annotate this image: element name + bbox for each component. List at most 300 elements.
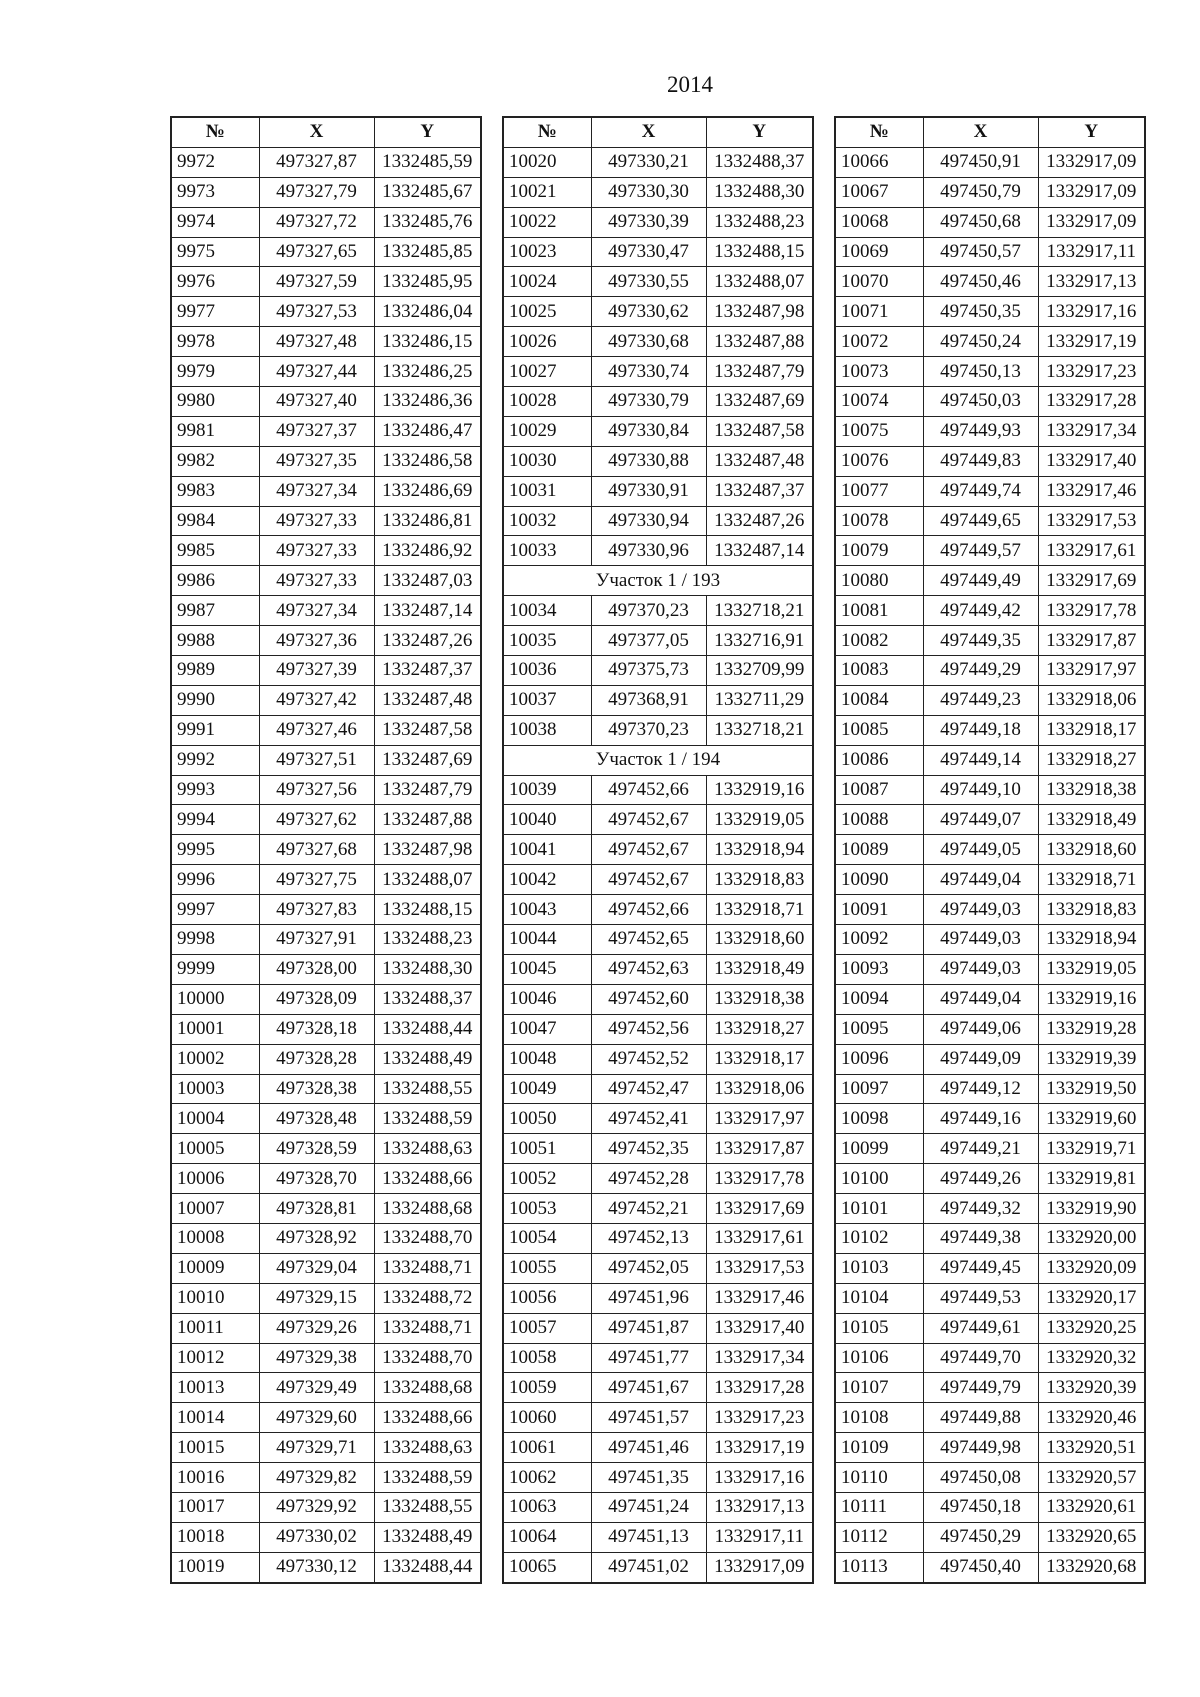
x-coordinate-cell: 497329,15: [259, 1283, 374, 1313]
point-number-cell: 9998: [171, 925, 259, 955]
x-coordinate-cell: 497330,47: [591, 237, 706, 267]
y-coordinate-cell: 1332716,91: [706, 626, 813, 656]
y-coordinate-cell: 1332918,94: [1038, 925, 1145, 955]
point-number-cell: 10076: [835, 446, 923, 476]
x-coordinate-cell: 497449,03: [923, 895, 1038, 925]
x-coordinate-cell: 497449,29: [923, 656, 1038, 686]
table-row: [171, 1164, 481, 1194]
header-x: X: [259, 117, 374, 147]
point-number-cell: 10033: [503, 536, 591, 566]
point-number-cell: 10062: [503, 1463, 591, 1493]
point-number-cell: 10021: [503, 177, 591, 207]
point-number-cell: 10017: [171, 1492, 259, 1522]
point-number-cell: 10108: [835, 1403, 923, 1433]
x-coordinate-cell: 497327,37: [259, 416, 374, 446]
point-number-cell: 9983: [171, 476, 259, 506]
table-row: [503, 865, 813, 895]
x-coordinate-cell: 497450,79: [923, 177, 1038, 207]
y-coordinate-cell: 1332488,15: [374, 895, 481, 925]
y-coordinate-cell: 1332917,09: [1038, 147, 1145, 177]
table-row: [835, 147, 1145, 177]
point-number-cell: 10040: [503, 805, 591, 835]
table-row: [171, 954, 481, 984]
y-coordinate-cell: 1332920,00: [1038, 1223, 1145, 1253]
x-coordinate-cell: 497450,91: [923, 147, 1038, 177]
point-number-cell: 9982: [171, 446, 259, 476]
x-coordinate-cell: 497452,21: [591, 1194, 706, 1224]
point-number-cell: 10074: [835, 387, 923, 417]
table-row: [171, 626, 481, 656]
point-number-cell: 9995: [171, 835, 259, 865]
y-coordinate-cell: 1332487,26: [374, 626, 481, 656]
point-number-cell: 10061: [503, 1433, 591, 1463]
y-coordinate-cell: 1332487,79: [374, 775, 481, 805]
header-x: X: [923, 117, 1038, 147]
y-coordinate-cell: 1332917,11: [1038, 237, 1145, 267]
point-number-cell: 10038: [503, 715, 591, 745]
point-number-cell: 10085: [835, 715, 923, 745]
x-coordinate-cell: 497329,82: [259, 1463, 374, 1493]
point-number-cell: 9987: [171, 596, 259, 626]
y-coordinate-cell: 1332488,66: [374, 1164, 481, 1194]
x-coordinate-cell: 497328,81: [259, 1194, 374, 1224]
point-number-cell: 10044: [503, 925, 591, 955]
y-coordinate-cell: 1332919,39: [1038, 1044, 1145, 1074]
y-coordinate-cell: 1332918,06: [706, 1074, 813, 1104]
y-coordinate-cell: 1332919,50: [1038, 1074, 1145, 1104]
point-number-cell: 10084: [835, 685, 923, 715]
x-coordinate-cell: 497452,13: [591, 1223, 706, 1253]
table-row: [835, 387, 1145, 417]
x-coordinate-cell: 497451,13: [591, 1522, 706, 1552]
y-coordinate-cell: 1332917,78: [706, 1164, 813, 1194]
x-coordinate-cell: 497327,53: [259, 297, 374, 327]
y-coordinate-cell: 1332488,68: [374, 1373, 481, 1403]
point-number-cell: 9997: [171, 895, 259, 925]
y-coordinate-cell: 1332920,17: [1038, 1283, 1145, 1313]
point-number-cell: 10079: [835, 536, 923, 566]
table-header-row: [503, 117, 813, 147]
y-coordinate-cell: 1332487,58: [706, 416, 813, 446]
table-row: [835, 745, 1145, 775]
point-number-cell: 10073: [835, 357, 923, 387]
x-coordinate-cell: 497330,39: [591, 207, 706, 237]
point-number-cell: 10053: [503, 1194, 591, 1224]
table-row: [171, 835, 481, 865]
x-coordinate-cell: 497330,94: [591, 506, 706, 536]
table-row: [503, 715, 813, 745]
x-coordinate-cell: 497452,66: [591, 895, 706, 925]
point-number-cell: 10023: [503, 237, 591, 267]
x-coordinate-cell: 497452,67: [591, 805, 706, 835]
x-coordinate-cell: 497329,92: [259, 1492, 374, 1522]
x-coordinate-cell: 497330,84: [591, 416, 706, 446]
y-coordinate-cell: 1332917,97: [706, 1104, 813, 1134]
x-coordinate-cell: 497449,21: [923, 1134, 1038, 1164]
y-coordinate-cell: 1332917,09: [706, 1552, 813, 1582]
table-row: [503, 1134, 813, 1164]
point-number-cell: 10111: [835, 1492, 923, 1522]
x-coordinate-cell: 497451,57: [591, 1403, 706, 1433]
y-coordinate-cell: 1332918,83: [1038, 895, 1145, 925]
y-coordinate-cell: 1332485,95: [374, 267, 481, 297]
table-row: [835, 1552, 1145, 1582]
header-number: №: [171, 117, 259, 147]
table-row: [835, 1313, 1145, 1343]
point-number-cell: 10075: [835, 416, 923, 446]
x-coordinate-cell: 497451,87: [591, 1313, 706, 1343]
y-coordinate-cell: 1332488,63: [374, 1433, 481, 1463]
y-coordinate-cell: 1332709,99: [706, 656, 813, 686]
y-coordinate-cell: 1332920,25: [1038, 1313, 1145, 1343]
x-coordinate-cell: 497449,49: [923, 566, 1038, 596]
x-coordinate-cell: 497452,52: [591, 1044, 706, 1074]
y-coordinate-cell: 1332486,04: [374, 297, 481, 327]
table-row: [835, 327, 1145, 357]
x-coordinate-cell: 497327,40: [259, 387, 374, 417]
x-coordinate-cell: 497451,96: [591, 1283, 706, 1313]
section-title: Участок 1 / 193: [503, 566, 813, 596]
table-row: [171, 805, 481, 835]
table-row: [835, 1283, 1145, 1313]
x-coordinate-cell: 497327,83: [259, 895, 374, 925]
table-row: [503, 954, 813, 984]
x-coordinate-cell: 497449,07: [923, 805, 1038, 835]
x-coordinate-cell: 497449,57: [923, 536, 1038, 566]
point-number-cell: 10094: [835, 984, 923, 1014]
point-number-cell: 9977: [171, 297, 259, 327]
point-number-cell: 10065: [503, 1552, 591, 1582]
table-row: [171, 1104, 481, 1134]
coordinate-table-right: [834, 116, 1146, 1584]
table-row: [171, 536, 481, 566]
y-coordinate-cell: 1332918,60: [706, 925, 813, 955]
y-coordinate-cell: 1332917,46: [1038, 476, 1145, 506]
section-title: Участок 1 / 194: [503, 745, 813, 775]
y-coordinate-cell: 1332488,23: [706, 207, 813, 237]
x-coordinate-cell: 497327,51: [259, 745, 374, 775]
section-row: [503, 745, 813, 775]
y-coordinate-cell: 1332918,71: [1038, 865, 1145, 895]
y-coordinate-cell: 1332487,69: [706, 387, 813, 417]
table-row: [171, 1522, 481, 1552]
table-row: [835, 626, 1145, 656]
point-number-cell: 10019: [171, 1552, 259, 1582]
y-coordinate-cell: 1332917,09: [1038, 177, 1145, 207]
x-coordinate-cell: 497449,88: [923, 1403, 1038, 1433]
point-number-cell: 10081: [835, 596, 923, 626]
point-number-cell: 10013: [171, 1373, 259, 1403]
y-coordinate-cell: 1332918,27: [1038, 745, 1145, 775]
y-coordinate-cell: 1332488,55: [374, 1074, 481, 1104]
point-number-cell: 10004: [171, 1104, 259, 1134]
point-number-cell: 9993: [171, 775, 259, 805]
table-header-row: [835, 117, 1145, 147]
point-number-cell: 10068: [835, 207, 923, 237]
x-coordinate-cell: 497449,04: [923, 865, 1038, 895]
table-row: [835, 1253, 1145, 1283]
table-row: [503, 1492, 813, 1522]
table-row: [835, 267, 1145, 297]
y-coordinate-cell: 1332917,16: [706, 1463, 813, 1493]
point-number-cell: 10070: [835, 267, 923, 297]
y-coordinate-cell: 1332486,47: [374, 416, 481, 446]
y-coordinate-cell: 1332488,15: [706, 237, 813, 267]
x-coordinate-cell: 497327,65: [259, 237, 374, 267]
table-row: [171, 566, 481, 596]
x-coordinate-cell: 497451,67: [591, 1373, 706, 1403]
table-row: [171, 1552, 481, 1582]
x-coordinate-cell: 497330,91: [591, 476, 706, 506]
table-row: [503, 177, 813, 207]
table-header-row: [171, 117, 481, 147]
y-coordinate-cell: 1332488,37: [374, 984, 481, 1014]
y-coordinate-cell: 1332488,70: [374, 1223, 481, 1253]
x-coordinate-cell: 497449,32: [923, 1194, 1038, 1224]
table-row: [835, 775, 1145, 805]
point-number-cell: 10012: [171, 1343, 259, 1373]
y-coordinate-cell: 1332917,78: [1038, 596, 1145, 626]
point-number-cell: 10096: [835, 1044, 923, 1074]
y-coordinate-cell: 1332917,23: [1038, 357, 1145, 387]
y-coordinate-cell: 1332487,79: [706, 357, 813, 387]
point-number-cell: 10016: [171, 1463, 259, 1493]
y-coordinate-cell: 1332920,68: [1038, 1552, 1145, 1582]
y-coordinate-cell: 1332718,21: [706, 596, 813, 626]
point-number-cell: 10005: [171, 1134, 259, 1164]
table-row: [835, 1164, 1145, 1194]
x-coordinate-cell: 497328,48: [259, 1104, 374, 1134]
y-coordinate-cell: 1332917,69: [1038, 566, 1145, 596]
point-number-cell: 10105: [835, 1313, 923, 1343]
y-coordinate-cell: 1332917,61: [1038, 536, 1145, 566]
x-coordinate-cell: 497449,45: [923, 1253, 1038, 1283]
y-coordinate-cell: 1332918,60: [1038, 835, 1145, 865]
point-number-cell: 10109: [835, 1433, 923, 1463]
table-row: [171, 1343, 481, 1373]
y-coordinate-cell: 1332917,28: [1038, 387, 1145, 417]
y-coordinate-cell: 1332487,48: [374, 685, 481, 715]
x-coordinate-cell: 497449,61: [923, 1313, 1038, 1343]
y-coordinate-cell: 1332485,85: [374, 237, 481, 267]
y-coordinate-cell: 1332919,60: [1038, 1104, 1145, 1134]
point-number-cell: 10042: [503, 865, 591, 895]
y-coordinate-cell: 1332488,07: [706, 267, 813, 297]
table-row: [835, 357, 1145, 387]
table-row: [835, 1134, 1145, 1164]
y-coordinate-cell: 1332488,71: [374, 1253, 481, 1283]
x-coordinate-cell: 497327,91: [259, 925, 374, 955]
y-coordinate-cell: 1332487,26: [706, 506, 813, 536]
y-coordinate-cell: 1332487,88: [374, 805, 481, 835]
x-coordinate-cell: 497449,38: [923, 1223, 1038, 1253]
x-coordinate-cell: 497449,05: [923, 835, 1038, 865]
point-number-cell: 10031: [503, 476, 591, 506]
x-coordinate-cell: 497329,04: [259, 1253, 374, 1283]
point-number-cell: 10008: [171, 1223, 259, 1253]
table-row: [171, 1194, 481, 1224]
table-row: [503, 1313, 813, 1343]
y-coordinate-cell: 1332918,38: [706, 984, 813, 1014]
y-coordinate-cell: 1332919,71: [1038, 1134, 1145, 1164]
table-row: [503, 1223, 813, 1253]
x-coordinate-cell: 497330,74: [591, 357, 706, 387]
point-number-cell: 10107: [835, 1373, 923, 1403]
header-y: Y: [1038, 117, 1145, 147]
y-coordinate-cell: 1332919,81: [1038, 1164, 1145, 1194]
x-coordinate-cell: 497330,79: [591, 387, 706, 417]
point-number-cell: 10110: [835, 1463, 923, 1493]
y-coordinate-cell: 1332488,44: [374, 1014, 481, 1044]
point-number-cell: 9990: [171, 685, 259, 715]
y-coordinate-cell: 1332485,59: [374, 147, 481, 177]
table-row: [503, 1552, 813, 1582]
x-coordinate-cell: 497328,59: [259, 1134, 374, 1164]
x-coordinate-cell: 497452,28: [591, 1164, 706, 1194]
y-coordinate-cell: 1332918,83: [706, 865, 813, 895]
y-coordinate-cell: 1332487,03: [374, 566, 481, 596]
y-coordinate-cell: 1332917,11: [706, 1522, 813, 1552]
point-number-cell: 10083: [835, 656, 923, 686]
table-row: [503, 1522, 813, 1552]
header-number: №: [503, 117, 591, 147]
x-coordinate-cell: 497452,65: [591, 925, 706, 955]
y-coordinate-cell: 1332917,09: [1038, 207, 1145, 237]
x-coordinate-cell: 497452,56: [591, 1014, 706, 1044]
x-coordinate-cell: 497449,74: [923, 476, 1038, 506]
table-row: [835, 1044, 1145, 1074]
table-row: [171, 984, 481, 1014]
y-coordinate-cell: 1332917,53: [1038, 506, 1145, 536]
point-number-cell: 9984: [171, 506, 259, 536]
y-coordinate-cell: 1332487,14: [706, 536, 813, 566]
page-number: 2014: [667, 72, 713, 97]
point-number-cell: 10035: [503, 626, 591, 656]
y-coordinate-cell: 1332917,40: [1038, 446, 1145, 476]
x-coordinate-cell: 497449,12: [923, 1074, 1038, 1104]
x-coordinate-cell: 497330,21: [591, 147, 706, 177]
y-coordinate-cell: 1332488,49: [374, 1522, 481, 1552]
y-coordinate-cell: 1332488,30: [374, 954, 481, 984]
table-row: [835, 1522, 1145, 1552]
y-coordinate-cell: 1332486,58: [374, 446, 481, 476]
table-row: [835, 446, 1145, 476]
point-number-cell: 10066: [835, 147, 923, 177]
y-coordinate-cell: 1332919,28: [1038, 1014, 1145, 1044]
y-coordinate-cell: 1332486,15: [374, 327, 481, 357]
y-coordinate-cell: 1332917,19: [1038, 327, 1145, 357]
table-row: [171, 1074, 481, 1104]
y-coordinate-cell: 1332488,68: [374, 1194, 481, 1224]
x-coordinate-cell: 497449,65: [923, 506, 1038, 536]
table-row: [503, 1463, 813, 1493]
table-row: [835, 416, 1145, 446]
point-number-cell: 10014: [171, 1403, 259, 1433]
point-number-cell: 10010: [171, 1283, 259, 1313]
x-coordinate-cell: 497449,03: [923, 954, 1038, 984]
y-coordinate-cell: 1332917,16: [1038, 297, 1145, 327]
point-number-cell: 10018: [171, 1522, 259, 1552]
point-number-cell: 10098: [835, 1104, 923, 1134]
point-number-cell: 10060: [503, 1403, 591, 1433]
point-number-cell: 10011: [171, 1313, 259, 1343]
table-row: [171, 685, 481, 715]
point-number-cell: 10067: [835, 177, 923, 207]
y-coordinate-cell: 1332919,05: [706, 805, 813, 835]
point-number-cell: 9976: [171, 267, 259, 297]
x-coordinate-cell: 497449,16: [923, 1104, 1038, 1134]
point-number-cell: 9989: [171, 656, 259, 686]
table-row: [503, 327, 813, 357]
table-row: [171, 267, 481, 297]
point-number-cell: 10050: [503, 1104, 591, 1134]
x-coordinate-cell: 497327,87: [259, 147, 374, 177]
point-number-cell: 10000: [171, 984, 259, 1014]
point-number-cell: 10080: [835, 566, 923, 596]
table-row: [835, 715, 1145, 745]
y-coordinate-cell: 1332917,87: [706, 1134, 813, 1164]
y-coordinate-cell: 1332917,34: [706, 1343, 813, 1373]
table-row: [835, 954, 1145, 984]
table-row: [835, 476, 1145, 506]
x-coordinate-cell: 497329,26: [259, 1313, 374, 1343]
y-coordinate-cell: 1332918,17: [706, 1044, 813, 1074]
x-coordinate-cell: 497330,62: [591, 297, 706, 327]
coordinate-table-left: [170, 116, 482, 1584]
point-number-cell: 10049: [503, 1074, 591, 1104]
x-coordinate-cell: 497330,30: [591, 177, 706, 207]
x-coordinate-cell: 497377,05: [591, 626, 706, 656]
y-coordinate-cell: 1332488,71: [374, 1313, 481, 1343]
coordinate-table-middle: [502, 116, 814, 1584]
y-coordinate-cell: 1332487,88: [706, 327, 813, 357]
point-number-cell: 10045: [503, 954, 591, 984]
y-coordinate-cell: 1332917,19: [706, 1433, 813, 1463]
point-number-cell: 10089: [835, 835, 923, 865]
table-row: [503, 297, 813, 327]
point-number-cell: 9986: [171, 566, 259, 596]
x-coordinate-cell: 497329,60: [259, 1403, 374, 1433]
table-row: [835, 835, 1145, 865]
table-row: [835, 536, 1145, 566]
table-row: [835, 1403, 1145, 1433]
table-row: [171, 177, 481, 207]
point-number-cell: 10090: [835, 865, 923, 895]
x-coordinate-cell: 497451,35: [591, 1463, 706, 1493]
x-coordinate-cell: 497450,29: [923, 1522, 1038, 1552]
x-coordinate-cell: 497327,44: [259, 357, 374, 387]
table-row: [835, 1104, 1145, 1134]
table-row: [171, 327, 481, 357]
table-row: [835, 1463, 1145, 1493]
y-coordinate-cell: 1332487,58: [374, 715, 481, 745]
table-row: [503, 596, 813, 626]
point-number-cell: 9999: [171, 954, 259, 984]
point-number-cell: 10086: [835, 745, 923, 775]
y-coordinate-cell: 1332488,66: [374, 1403, 481, 1433]
x-coordinate-cell: 497450,35: [923, 297, 1038, 327]
table-row: [171, 1313, 481, 1343]
point-number-cell: 10064: [503, 1522, 591, 1552]
table-row: [171, 416, 481, 446]
table-row: [835, 865, 1145, 895]
table-row: [171, 1492, 481, 1522]
x-coordinate-cell: 497449,98: [923, 1433, 1038, 1463]
x-coordinate-cell: 497327,39: [259, 656, 374, 686]
x-coordinate-cell: 497449,79: [923, 1373, 1038, 1403]
point-number-cell: 9994: [171, 805, 259, 835]
y-coordinate-cell: 1332917,28: [706, 1373, 813, 1403]
